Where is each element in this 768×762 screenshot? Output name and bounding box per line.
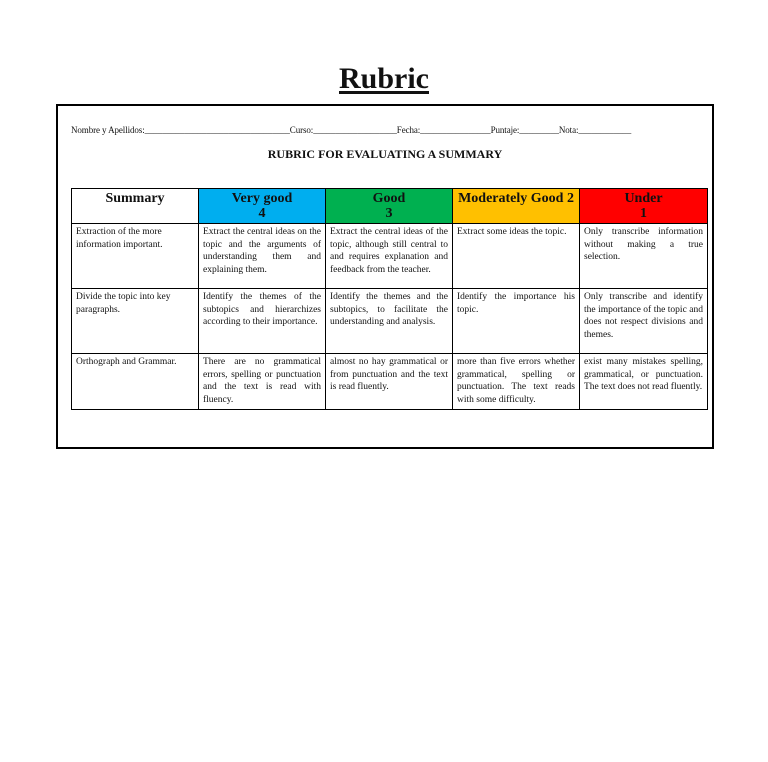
table-row xyxy=(72,354,708,410)
criterion-cell: Extraction of the more information important. xyxy=(72,224,199,289)
document-frame xyxy=(56,104,714,449)
rubric-cell: almost no hay grammatical or from punctuation and the text is read fluently. xyxy=(326,354,453,410)
header-label: Under xyxy=(624,191,663,206)
rubric-cell: There are no grammatical errors, spelling or punctuation and the text is read with fluency. xyxy=(199,354,326,410)
header-score: 1 xyxy=(640,206,647,221)
rubric-cell: more than five errors whether grammatical, spelling or punctuation. The text reads with some difficulty. xyxy=(453,354,580,410)
header-label: Very good xyxy=(231,191,293,206)
student-info-fields: Nombre y Apellidos:_________________________________Curso:___________________Fecha:________________Puntaje:_________Nota:____________ xyxy=(71,125,632,135)
rubric-heading: RUBRIC FOR EVALUATING A SUMMARY xyxy=(267,147,503,161)
criterion-cell: Orthograph and Grammar. xyxy=(72,354,199,410)
table-row xyxy=(72,224,708,289)
page-title: Rubric xyxy=(339,62,429,95)
header-good xyxy=(326,189,453,224)
rubric-table xyxy=(71,188,708,410)
rubric-cell: Only transcribe information without making a true selection. xyxy=(580,224,708,289)
header-score: 2 xyxy=(566,191,574,206)
criterion-cell: Divide the topic into key paragraphs. xyxy=(72,289,199,354)
rubric-cell: Identify the importance his topic. xyxy=(453,289,580,354)
rubric-cell: Extract some ideas the topic. xyxy=(453,224,580,289)
rubric-cell: Identify the themes and the subtopics, to facilitate the understanding and analysis. xyxy=(326,289,453,354)
rubric-cell: exist many mistakes spelling, grammatical, or punctuation. The text does not read fluently. xyxy=(580,354,708,410)
header-summary: Summary xyxy=(72,189,199,224)
table-header-row xyxy=(72,189,708,224)
header-score: 4 xyxy=(258,206,266,221)
header-label: Good xyxy=(372,191,406,206)
header-under xyxy=(580,189,708,224)
table-row xyxy=(72,289,708,354)
header-score: 3 xyxy=(385,206,393,221)
rubric-cell: Identify the themes of the subtopics and hierarchizes according to their importance. xyxy=(199,289,326,354)
header-moderately-good xyxy=(453,189,580,224)
rubric-cell: Extract the central ideas on the topic and the arguments of understanding them and explaining them. xyxy=(199,224,326,289)
header-label: Moderately Good xyxy=(458,191,564,206)
rubric-cell: Extract the central ideas of the topic, although still central to and requires explanation and feedback from the teacher. xyxy=(326,224,453,289)
rubric-cell: Only transcribe and identify the importance of the topic and does not respect divisions and themes. xyxy=(580,289,708,354)
header-very-good xyxy=(199,189,326,224)
